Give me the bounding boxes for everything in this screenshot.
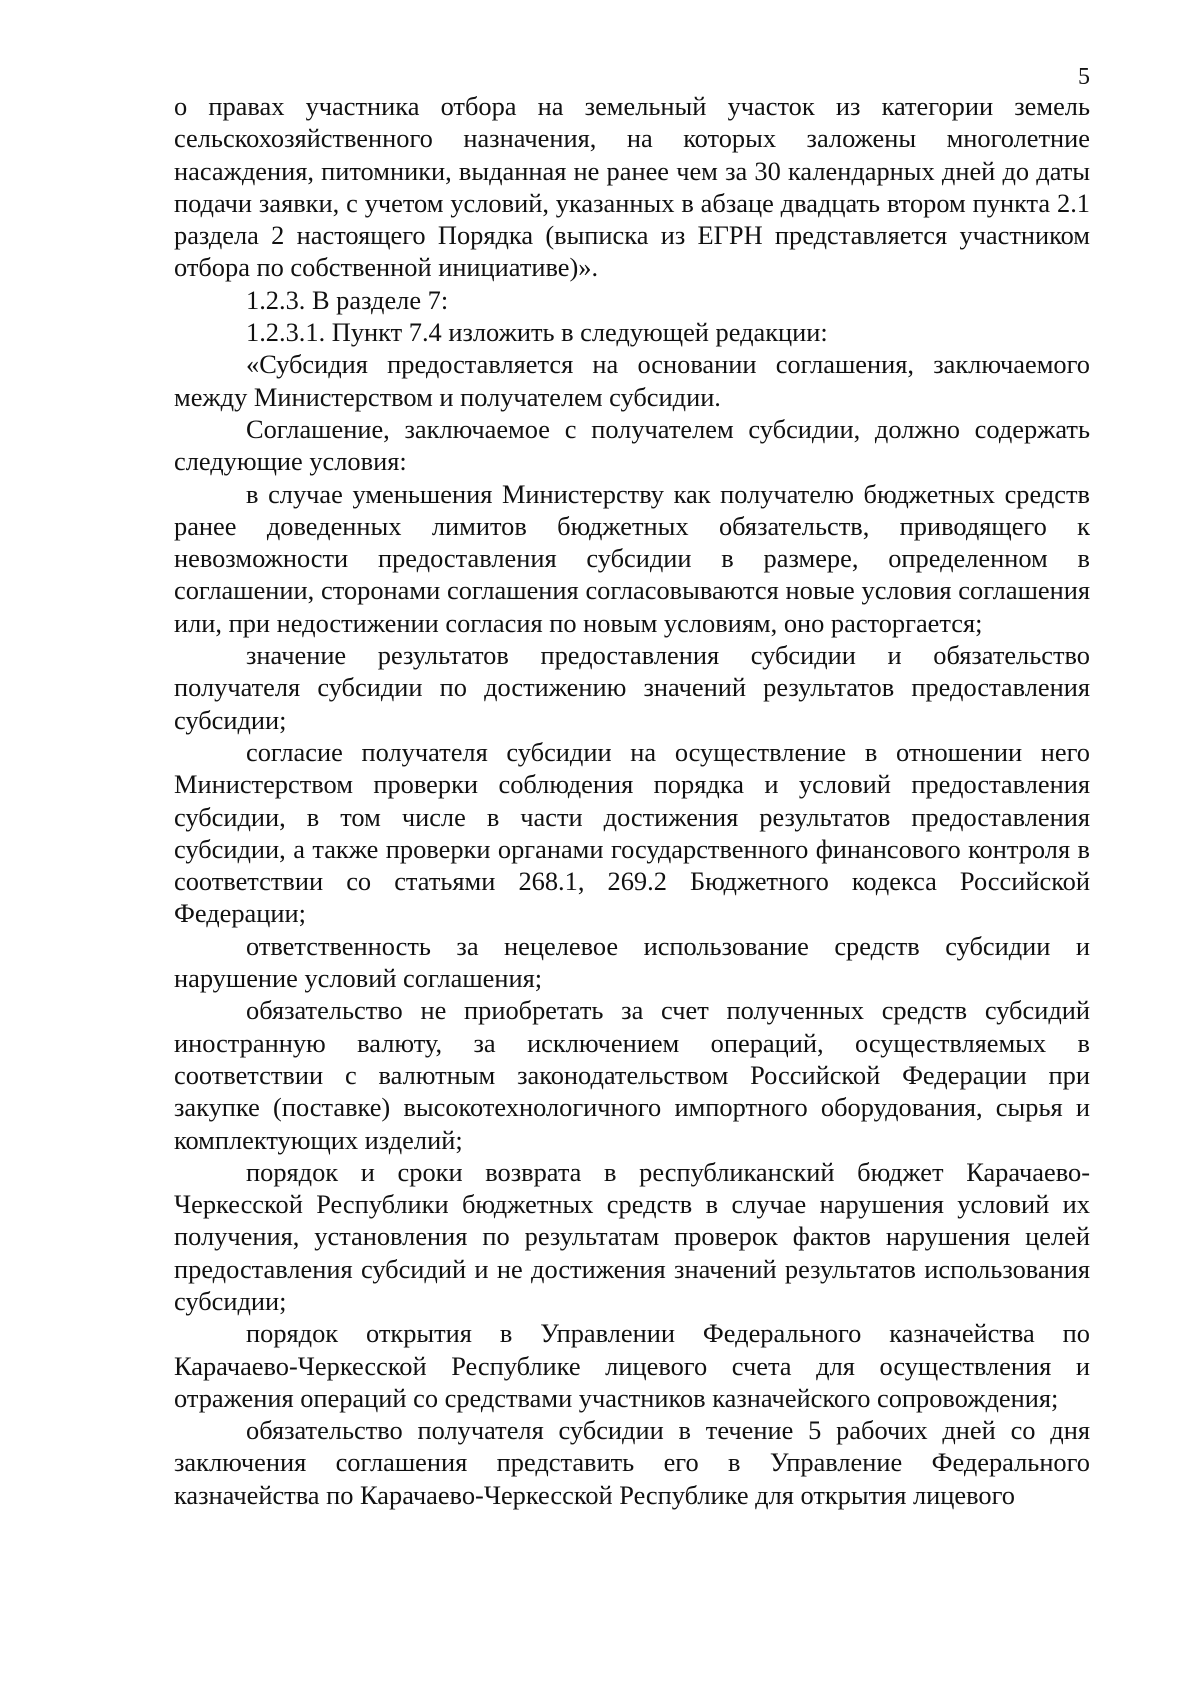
- paragraph-clause-1-2-3-1: 1.2.3.1. Пункт 7.4 изложить в следующей редакции:: [246, 317, 828, 348]
- paragraph-condition-consent: согласие получателя субсидии на осуществление в отношении него Министерством проверки соблюдения порядка и условий предоставления субсидии, в том числе в части достижения результатов предоставления субсидии, а также проверки органами государственного финансового контроля в соответствии со статьями 268.1, 269.2 Бюджетного кодекса Российской Федерации;: [174, 736, 1090, 929]
- paragraph-subsidy-basis: «Субсидия предоставляется на основании соглашения, заключаемого между Министерством и получателем субсидии.: [174, 349, 1090, 412]
- paragraph-condition-account: порядок открытия в Управлении Федерального казначейства по Карачаево-Черкесской Республике лицевого счета для осуществления и отражения операций со средствами участников казначейского сопровождения;: [174, 1318, 1090, 1413]
- paragraph-continuation: о правах участника отбора на земельный участок из категории земель сельскохозяйственного назначения, на которых заложены многолетние насаждения, питомники, выданная не ранее чем за 30 календарных дней до даты подачи заявки, с учетом условий, указанных в абзаце двадцать втором пункта 2.1 раздела 2 настоящего Порядка (выписка из ЕГРН представляется участником отбора по собственной инициативе)».: [174, 91, 1090, 283]
- paragraph-agreement-conditions: Соглашение, заключаемое с получателем субсидии, должно содержать следующие условия:: [174, 413, 1090, 477]
- paragraph-condition-currency: обязательство не приобретать за счет полученных средств субсидий иностранную валюту, за исключением операций, осуществляемых в соответствии с валютным законодательством Российской Федерации при закупке (поставке) высокотехнологичного импортного оборудования, сырья и комплектующих изделий;: [174, 995, 1090, 1155]
- paragraph-condition-refund: порядок и сроки возврата в республиканский бюджет Карачаево-Черкесской Республики бюджетных средств в случае нарушения условий их получения, установления по результатам проверок фактов нарушения целей предоставления субсидий и не достижения значений результатов использования субсидии;: [174, 1156, 1090, 1316]
- paragraph-condition-limits: в случае уменьшения Министерству как получателю бюджетных средств ранее доведенных лимитов бюджетных обязательств, приводящего к невозможности предоставления субсидии в размере, определенном в соглашении, сторонами соглашения согласовываются новые условия соглашения или, при недостижении согласия по новым условиям, оно расторгается;: [174, 478, 1090, 638]
- page-number: 5: [1078, 64, 1090, 90]
- document-body: [174, 90, 1090, 1511]
- paragraph-condition-responsibility: ответственность за нецелевое использование средств субсидии и нарушение условий соглашения;: [174, 930, 1090, 994]
- paragraph-condition-results: значение результатов предоставления субсидии и обязательство получателя субсидии по достижению значений результатов предоставления субсидии;: [174, 640, 1090, 735]
- paragraph-clause-1-2-3: 1.2.3. В разделе 7:: [246, 284, 449, 315]
- paragraph-condition-treasury: обязательство получателя субсидии в течение 5 рабочих дней со дня заключения соглашения представить его в Управление Федерального казначейства по Карачаево-Черкесской Республике для открытия лицевого: [174, 1415, 1090, 1510]
